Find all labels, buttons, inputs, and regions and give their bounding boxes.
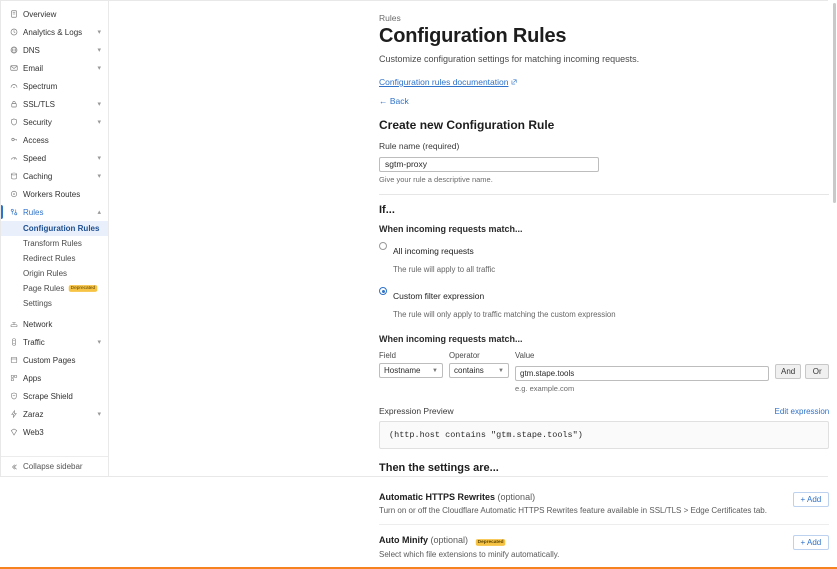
sidebar-item-label: Zaraz — [23, 409, 44, 419]
chevron-up-icon: ▴ — [97, 209, 101, 216]
shield-icon — [8, 118, 19, 126]
add-setting-button[interactable]: + Add — [793, 535, 830, 550]
subnav-label: Settings — [23, 299, 52, 308]
field-label: Field — [379, 351, 396, 360]
setting-title-text: Auto Minify — [379, 535, 428, 545]
expression-buttons — [775, 364, 829, 379]
chevron-down-icon: ▾ — [97, 155, 101, 162]
expression-preview-label: Expression Preview — [379, 406, 454, 416]
zaraz-icon — [8, 410, 19, 418]
scrollbar-thumb[interactable] — [833, 3, 836, 203]
deprecated-badge: Deprecated — [71, 285, 96, 291]
subnav-label: Configuration Rules — [23, 224, 100, 233]
back-link[interactable]: ← Back — [379, 96, 409, 106]
rule-name-input[interactable] — [379, 157, 599, 172]
field-select-value: Hostname — [384, 366, 421, 375]
main-content — [109, 1, 837, 559]
caching-icon — [8, 172, 19, 180]
workers-icon — [8, 190, 19, 198]
operator-select[interactable] — [449, 363, 509, 378]
expression-preview-header — [379, 406, 829, 416]
sidebar-item-label: Scrape Shield — [23, 391, 73, 401]
setting-optional-text: (optional) — [430, 535, 469, 545]
match-heading-1: When incoming requests match... — [379, 224, 523, 234]
chevron-down-icon: ▼ — [498, 367, 504, 374]
subnav-label: Page Rules — [23, 284, 65, 293]
sidebar-item-label: Overview — [23, 9, 57, 19]
traffic-icon — [8, 338, 19, 346]
sidebar-item-label: Custom Pages — [23, 355, 76, 365]
sidebar-item-label: Spectrum — [23, 81, 58, 91]
chevron-down-icon: ▾ — [97, 411, 101, 418]
pages-icon — [8, 356, 19, 364]
sidebar-item-label: Caching — [23, 171, 53, 181]
sidebar-item-scrape-shield[interactable] — [1, 387, 108, 405]
setting-text — [379, 492, 767, 515]
field-select[interactable] — [379, 363, 443, 378]
chevron-left-icon — [8, 463, 19, 471]
rule-name-help: Give your rule a descriptive name. — [379, 175, 493, 184]
sidebar-item-redirect-rules[interactable] — [1, 251, 108, 266]
sidebar-item-label: Rules — [23, 207, 44, 217]
sidebar-item-apps[interactable] — [1, 369, 108, 387]
value-input[interactable] — [515, 366, 769, 381]
sidebar-item-label: Traffic — [23, 337, 45, 347]
setting-title — [379, 492, 767, 502]
sidebar-item-custom-pages[interactable] — [1, 351, 108, 369]
radio-custom-filter-expression[interactable] — [379, 286, 829, 322]
documentation-link-label: Configuration rules documentation — [379, 77, 509, 87]
dns-icon — [8, 46, 19, 54]
setting-title-text: Automatic HTTPS Rewrites — [379, 492, 496, 502]
document-icon — [8, 10, 19, 18]
sidebar-item-ssl-tls[interactable] — [1, 95, 108, 113]
clock-icon — [8, 28, 19, 36]
expression-builder-row — [379, 351, 829, 393]
setting-title — [379, 535, 559, 546]
radio-custom-title: Custom filter expression — [393, 291, 485, 301]
breadcrumb: Rules — [379, 13, 401, 23]
apps-icon — [8, 374, 19, 382]
add-setting-button[interactable]: + Add — [793, 492, 830, 507]
operator-column — [449, 351, 509, 378]
rule-name-label: Rule name (required) — [379, 141, 460, 151]
then-heading: Then the settings are... — [379, 462, 499, 474]
expression-preview-code: (http.host contains "gtm.stape.tools") — [379, 421, 829, 449]
chevron-down-icon: ▾ — [97, 29, 101, 36]
operator-select-value: contains — [454, 366, 484, 375]
chevron-down-icon: ▾ — [97, 119, 101, 126]
radio-button[interactable] — [379, 287, 387, 295]
create-rule-heading: Create new Configuration Rule — [379, 118, 555, 132]
page-description: Customize configuration settings for matching incoming requests. — [379, 54, 640, 64]
radio-button[interactable] — [379, 242, 387, 250]
sidebar-item-security[interactable] — [1, 113, 108, 131]
radio-all-incoming-requests[interactable] — [379, 241, 829, 277]
sidebar-item-overview[interactable] — [1, 5, 108, 23]
chevron-down-icon: ▾ — [97, 101, 101, 108]
sidebar-item-traffic[interactable] — [1, 333, 108, 351]
value-column — [515, 351, 769, 393]
sidebar-item-label: Apps — [23, 373, 42, 383]
sidebar-item-label: Speed — [23, 153, 47, 163]
setting-text — [379, 535, 559, 559]
sidebar-item-zaraz[interactable] — [1, 405, 108, 423]
setting-row — [379, 482, 829, 525]
sidebar-item-configuration-rules[interactable] — [1, 221, 108, 236]
collapse-sidebar-label: Collapse sidebar — [23, 462, 83, 471]
sidebar-item-access[interactable] — [1, 131, 108, 149]
subnav-label: Origin Rules — [23, 269, 68, 278]
field-column — [379, 351, 443, 378]
setting-description: Select which file extensions to minify automatically. — [379, 550, 560, 559]
sidebar-item-label: SSL/TLS — [23, 99, 56, 109]
subnav-label: Transform Rules — [23, 239, 82, 248]
sidebar-item-network[interactable] — [1, 315, 108, 333]
sidebar-item-analytics-logs[interactable] — [1, 23, 108, 41]
operator-label: Operator — [449, 351, 480, 360]
sidebar-item-email[interactable] — [1, 59, 108, 77]
speed-icon — [8, 154, 19, 162]
page-title: Configuration Rules — [379, 25, 567, 47]
lock-icon — [8, 100, 19, 108]
radio-all-desc: The rule will apply to all traffic — [393, 265, 496, 274]
rules-icon — [8, 208, 19, 216]
chevron-down-icon: ▼ — [432, 367, 438, 374]
sidebar-item-label: Security — [23, 117, 52, 127]
setting-row — [379, 525, 829, 569]
divider — [379, 194, 829, 195]
setting-description: Turn on or off the Cloudflare Automatic HTTPS Rewrites feature available in SSL/TLS > Edge Certificates tab. — [379, 506, 767, 515]
sidebar-item-speed[interactable] — [1, 149, 108, 167]
chevron-down-icon: ▾ — [97, 65, 101, 72]
web3-icon — [8, 428, 19, 436]
edit-expression-link[interactable]: Edit expression — [774, 407, 830, 416]
subnav-label: Redirect Rules — [23, 254, 76, 263]
sidebar-item-rules[interactable] — [1, 203, 108, 221]
scrollbar-track[interactable] — [833, 1, 837, 476]
sidebar-item-caching[interactable] — [1, 167, 108, 185]
sidebar-item-label: Email — [23, 63, 44, 73]
sidebar-item-page-rules[interactable] — [1, 281, 108, 296]
sidebar-item-label: Network — [23, 319, 53, 329]
sidebar-item-label: Analytics & Logs — [23, 27, 83, 37]
configuration-rules-page — [109, 1, 837, 569]
rules-subnav — [1, 221, 108, 315]
and-button[interactable]: And — [775, 364, 801, 379]
sidebar-item-label: Workers Routes — [23, 189, 81, 199]
radio-all-title: All incoming requests — [393, 246, 474, 256]
value-label: Value — [515, 351, 535, 360]
deprecated-badge: Deprecated — [477, 539, 504, 545]
sidebar — [1, 1, 109, 476]
access-icon — [8, 136, 19, 144]
documentation-link[interactable] — [379, 77, 517, 87]
sidebar-item-label: DNS — [23, 45, 40, 55]
sidebar-item-web3[interactable] — [1, 423, 108, 441]
radio-custom-desc: The rule will only apply to traffic matching the custom expression — [393, 310, 616, 319]
value-help: e.g. example.com — [515, 384, 575, 393]
if-heading: If... — [379, 204, 395, 216]
scrape-shield-icon — [8, 392, 19, 400]
network-icon — [8, 320, 19, 328]
sidebar-item-workers-routes[interactable] — [1, 185, 108, 203]
chevron-down-icon: ▾ — [97, 173, 101, 180]
mail-icon — [8, 64, 19, 72]
sidebar-item-label: Access — [23, 135, 49, 145]
sidebar-item-settings[interactable] — [1, 296, 108, 311]
sidebar-item-dns[interactable] — [1, 41, 108, 59]
chevron-down-icon: ▾ — [97, 47, 101, 54]
spectrum-icon — [8, 82, 19, 90]
match-heading-2: When incoming requests match... — [379, 334, 523, 344]
collapse-sidebar-button[interactable] — [1, 456, 108, 476]
setting-optional-text: (optional) — [497, 492, 536, 502]
sidebar-item-label: Web3 — [23, 427, 44, 437]
sidebar-item-origin-rules[interactable] — [1, 266, 108, 281]
chevron-down-icon: ▾ — [97, 339, 101, 346]
sidebar-item-transform-rules[interactable] — [1, 236, 108, 251]
or-button[interactable]: Or — [805, 364, 829, 379]
sidebar-nav — [1, 1, 108, 456]
sidebar-item-spectrum[interactable] — [1, 77, 108, 95]
external-link-icon — [511, 79, 517, 85]
